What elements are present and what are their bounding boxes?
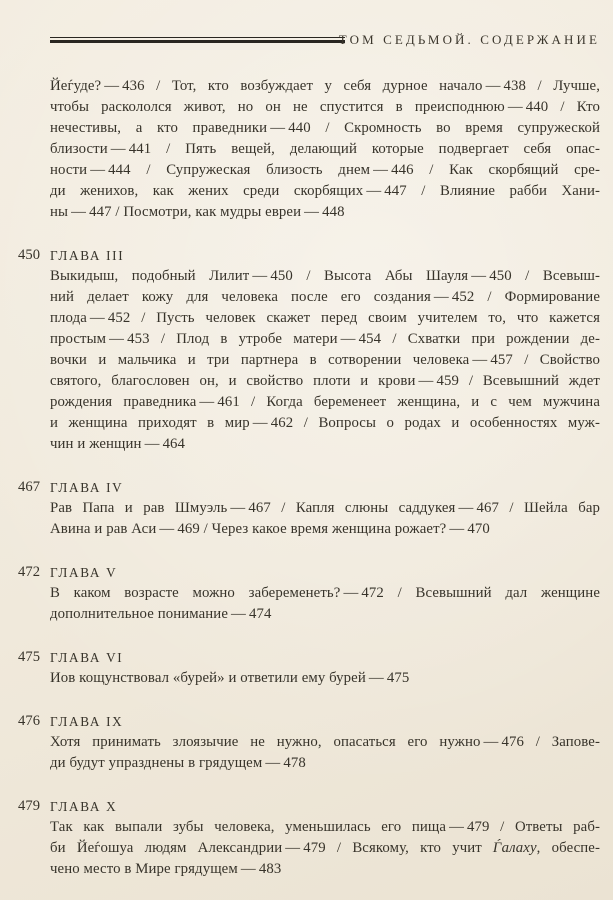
chapter-page-number: 450 [18,247,41,263]
toc-line: Авина и рав Аси — 469 / Через какое время женщина рожает? — 470 [50,521,490,537]
toc-line: нечестивы, а кто праведники — 440 / Скромность во время супружеской [50,120,600,136]
chapter-heading-row [18,245,600,266]
chapter-section-4 [18,477,600,540]
toc-line: рождения праведника — 461 / Когда беременеет женщина, и с чем мужчина [50,394,600,410]
chapter-section-5 [18,562,600,625]
toc-line: ди женихов, как жених среди скорбящих — 447 / Влияние рабби Хани- [50,183,600,199]
toc-line: дополнительное понимание — 474 [50,606,272,622]
toc-line: плода — 452 / Пусть человек скажет перед своим учителем то, что кажется [50,310,600,326]
chapter-heading: ГЛАВА IX [50,714,124,729]
chapter-section-6 [18,647,600,689]
toc-line: ний делает кожу для человека после его создания — 452 / Формирование [50,289,600,305]
toc-line: ности — 444 / Супружеская близость днем — 446 / Как скорбящий сре- [50,162,600,178]
toc-line: Йеѓуде? — 436 / Тот, кто возбуждает у себя дурное начало — 438 / Лучше, [50,78,600,94]
toc-line: Хотя принимать злоязычие не нужно, опасаться его нужно — 476 / Запове- [50,734,600,750]
toc-line: чено место в Мире грядущем — 483 [50,861,282,877]
chapter-heading: ГЛАВА VI [50,650,124,665]
toc-line-segment: би Йеѓошуа людям Александрии — 479 / Всякому, кто учит [50,840,494,856]
toc-line: чин и женщин — 464 [50,436,186,452]
chapter-heading-row [18,562,600,583]
chapter-heading: ГЛАВА X [50,799,118,814]
toc-line-segment: , обеспе- [536,840,600,856]
toc-paragraph [50,583,600,625]
chapter-section-10 [18,796,600,880]
chapter-heading: ГЛАВА V [50,565,118,580]
toc-paragraph [50,817,600,880]
toc-line: Так как выпали зубы человека, уменьшилась его пища — 479 / Ответы раб- [50,819,600,835]
running-title: ТОМ СЕДЬМОЙ. СОДЕРЖАНИЕ [338,32,600,47]
toc-line: ди будут упразднены в грядущем — 478 [50,755,306,771]
chapter-heading-row [18,477,600,498]
toc-line: Рав Папа и рав Шмуэль — 467 / Капля слюны саддукея — 467 / Шейла бар [50,500,600,516]
chapter-heading-row [18,796,600,817]
toc-paragraph-continuation [50,76,600,223]
toc-paragraph [50,498,600,540]
toc-line: ны — 447 / Посмотри, как мудры евреи — 448 [50,204,345,220]
toc-paragraph [50,732,600,774]
chapter-page-number: 472 [18,564,41,580]
chapter-heading-row [18,647,600,668]
toc-line: Иов кощунствовал «бурей» и ответили ему бурей — 475 [50,670,410,686]
chapter-page-number: 476 [18,713,41,729]
toc-line: простым — 453 / Плод в утробе матери — 454 / Схватки при рождении де- [50,331,600,347]
toc-line: близости — 441 / Пять вещей, делающий которые подвергает себя опас- [50,141,600,157]
toc-line: вочки и мальчика и три партнера в сотворении человека — 457 / Свойство [50,352,600,368]
chapter-page-number: 479 [18,798,41,814]
chapter-section-3 [18,245,600,455]
toc-line: Выкидыш, подобный Лилит — 450 / Высота Абы Шауля — 450 / Всевыш- [50,268,600,284]
toc-line-italic-term: Ѓалаху [493,840,537,856]
chapter-section-9 [18,711,600,774]
toc-line [50,838,600,859]
chapter-heading: ГЛАВА III [50,248,125,263]
toc-line: В каком возрасте можно забеременеть? — 472 / Всевышний дал женщине [50,585,600,601]
chapter-heading-row [18,711,600,732]
toc-paragraph [50,668,600,689]
header-rule [50,37,345,43]
toc-paragraph [50,266,600,455]
toc-line: чтобы раскололся живот, но он не спустится в преисподнюю — 440 / Кто [50,99,600,115]
chapter-heading: ГЛАВА IV [50,480,124,495]
toc-line: и женщина приходят в мир — 462 / Вопросы о родах и особенностях муж- [50,415,600,431]
toc-line: святого, благословен он, и свойство плоти и крови — 459 / Всевышний ждет [50,373,600,389]
chapter-page-number: 475 [18,649,41,665]
chapter-page-number: 467 [18,479,41,495]
contents-column [18,76,600,880]
